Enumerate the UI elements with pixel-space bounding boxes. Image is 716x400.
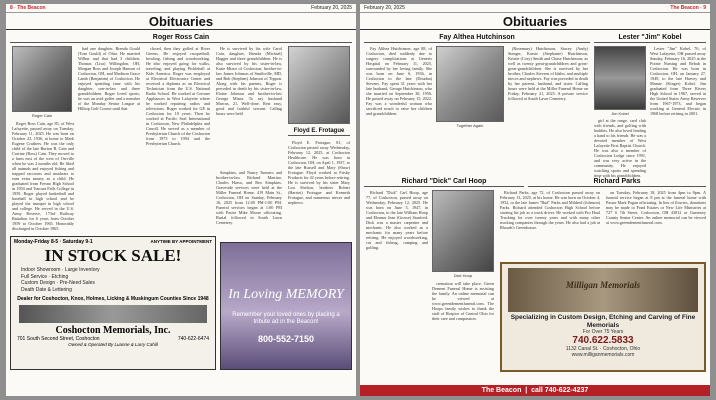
ad-item: Death Date & Lettering [21, 286, 72, 293]
page-header: 8 · The Beacon February 20, 2025 [6, 4, 356, 13]
obit-name: Lester "Jim" Kobel [594, 34, 706, 43]
milligan-est: For Over 75 Years [582, 329, 624, 335]
ad-items [21, 267, 205, 293]
obit-name: Fay Althea Hutchinson [364, 34, 590, 43]
obit-name: Roger Ross Cain [10, 34, 352, 43]
memory-heading: In Loving MEMORY [228, 287, 344, 302]
ad-item: Custom Design · Pre-Need Sales [21, 280, 95, 286]
floyd-photo [288, 46, 350, 124]
hoop-body-1: Richard "Dick" Carl Hoop, age 77, of Coshocton, passed away on Wednesday, February 12, 2025. He was born on June 5, 1947, in Coshocton, to the late William Hoop and Eleanor Jean (Grosse) Stanford. Dick was a master carpenter and mechanic. He also worked as a mechanic for many years before retiring. He enjoyed woodworking, car and fishing, camping and golfing. [366, 190, 428, 250]
fay-photo [436, 46, 504, 122]
left-page [6, 4, 356, 396]
milligan-web: www.milliganmemorials.com [571, 352, 635, 358]
dick-photo [432, 190, 494, 272]
page-header: February 20, 2025 The Beacon · 9 [360, 4, 710, 13]
ad-hours: Monday-Friday 8-5 · Saturday 9-1 [14, 239, 93, 245]
ad-owners: Owned & Operated By Luanne & Larry Cahill [68, 342, 158, 347]
coshocton-memorials-ad [10, 236, 216, 370]
hoop-body-2: cremation will take place. Green Dement Funeral Home is assisting the family. An online memorial can be viewed at www.greendementfuneral.com. The Hoops family wishes to thank the staff of Hospice of Central Ohio for their care and compassion. [432, 281, 494, 321]
jim-photo [594, 46, 646, 110]
ad-address: 701 South Second Street, Coshocton [17, 336, 100, 342]
ad-business: Coshocton Memorials, Inc. [55, 325, 171, 336]
ad-item: Indoor Showroom · Large Inventory [21, 267, 100, 273]
ad-item: Full Service · Etching [21, 273, 69, 280]
memory-body: Remember your loved ones by placing a tribute ad in the Beacon! [232, 312, 340, 325]
milligan-phone: 740.622.5833 [572, 335, 634, 346]
photo-caption: Jim Kobel [611, 111, 629, 116]
parks-body-1: Richard Parks, age 72, of Coshocton passed away on February 13, 2025, at his home. He was born on October 4, 1952, to the late James "Bud" Parks and Mildred (Johnson) Parks. Richard attended Coshocton High School before starting his job as a truck driver. He worked with Pro Haul Trucking for over twenty years and with many other trucking companies through the years. He also had a job at Rhoads's Greenhouse. [500, 190, 600, 230]
photo-caption: Dick Hoop [453, 273, 473, 278]
obit-name: Richard "Dick" Carl Hoop [364, 178, 524, 187]
section-title: Obituaries [360, 14, 710, 30]
obit-body-2: had one daughter, Brenda Gould (Tom Gould) of Ohio. He married Wilbur and that had 3 children, Thomas (Lisa) Willingdon, OH, Morgan Ross and Joseph Hanson of Coshocton, OH, and Madison Grace Lamb (Benjamin) of Coshocton. He enjoyed spending time with his daughter, son-in-law and three grandchildren. Roger loved sports; he was an avid golfer and a member of the Monday Senior League at Hilltop Golf Course until that [78, 46, 140, 111]
obit2-body-2: Simpkins, and Nancy Tunnecs and brother-in-law Richard Martino, Charles Harsa, and Rex Simpkins. Graveside services were held at the Miller Funeral Home, 419 Main St., Coshocton, OH on Sunday, February 16, 2025 from 12:00 PM-1:00 PM. Funeral services began at 1:00 PM with Pastor Mike Moore officiating. Burial followed in South Lawn Cemetery. [216, 170, 282, 225]
page-footer: The Beacon | call 740-622-4237 [360, 385, 710, 396]
obit-body-4: He is survived by his wife Carol Cain, daughter, Brenda (Michael) Hagger and three grandchildren. He is also survived by his sister-in-law, Katie Minor of Coshocton, brother-in-law James Johnson of Smithville, MD, and Bob (Stephen) Johnson of Tippon. Along with his parents, Roger is preceded in death by his sister-in-law, Elaine Johnson and brother-in-law George Minor. To say husband Marcus, 21, Well-done. Rest easy, good and faithful servant. Calling hours were held [216, 46, 282, 116]
obit-body-1: Roger Ross Cain, age 85, of West Lafayette, passed away on Tuesday, February 11, 2025. He was born on October 23, 1936, at home to Mark Eugene Cruthers. He was the only child of the late Burton B. Cain and Corrine (Ross) Cain. They moved to a farm east of the west of Orrville when he was 2 months old. He liked all animals and enjoyed fishing and trapped raccoons and muskrats to earn extra money as a child. He graduated from Fresno High School in 1954 and Tuscara Falls College in 1959. Roger played basketball and baseball in high school and he played the trumpet in high school and college. He served in the U.S. Army Reserve, 173rd Railway Battalion for 6 years from October 1959 to October 1965. Honorably discharged in October 1965. [12, 121, 74, 231]
jim-body-2: girl at the range, card club with friends, and golfing with buddies. He also loved lending a hand to his friends. He was a devoted member of West Lafayette First Baptist Church. He was also a member of Coshocton Lodge since 1991, and was very active in the community. He enjoyed watching sports and spending time with his grandchildren. [594, 118, 646, 178]
ad-phone: 740-622-6474 [177, 336, 209, 342]
page-number: 9 [703, 5, 706, 11]
obit2-name: Floyd E. Frotague [288, 128, 350, 136]
masthead: The Beacon [670, 5, 699, 11]
footer-call: call 740-622-4237 [531, 387, 589, 394]
ad-badge: ANYTIME BY APPOINTMENT [150, 239, 212, 244]
ad-tagline: Dealer for Coshocton, Knox, Holmes, Licking & Muskingum Counties Since 1948 [17, 296, 209, 302]
page-date: February 20, 2025 [364, 5, 405, 11]
milligan-headline: Specializing in Custom Design, Etching and Carving of Fine Memorials [510, 314, 696, 329]
memory-phone: 800-552-7150 [257, 334, 315, 344]
obit-photo [12, 46, 72, 112]
obit-name: Richard Parks [528, 178, 706, 187]
photo-caption: Roger Cain [31, 113, 53, 118]
obit2-body-1: Floyd E. Frotague, 81, of Coshocton passed away Wednesday, February 12, 2025, at Coshocton Healthcare. He was born in Coshocton, OH, on April 1, 1937, to the late Russell and Mary (Shaw) Frotague. Floyd worked at Frisby Products for 42 years before retiring. He is survived by his sister Mary Lou Shelton, brothers Robert (Harriet) Frotague and Kenneth Frotague, and numerous nieces and nephews. [288, 140, 350, 205]
milligan-memorials-ad [500, 262, 706, 372]
newspaper-spread [6, 4, 710, 396]
footer-label: The Beacon [481, 387, 522, 394]
milligan-header-image [508, 268, 698, 312]
photo-caption: Together Again [456, 123, 484, 128]
fay-body-2: (Rosemary) Hutchinson, Stacey (Andy) Stenger, Kassie (Stephanie) Hutchinson, Kristie (Cory) Smith and Chase Hutchinson; as well as twenty great-grandchildren and great-great-grandchildren. She is survived by her brother, Charles Stevens of Idaho, and multiple nieces and nephews. Fay was preceded in death by her parents, husband, and sister. Calling hours were held at the Miller Funeral Home on Friday, February 21, 2025. A private service followed at South Lawn Cemetery. [508, 46, 588, 101]
fay-body-1: Fay Althea Hutchinson, age 88, of Coshocton, died suddenly due to surgery complications at Genesis Hospital on February 11, 2025, surrounded by her loving family. She was born on June 6, 1936, in Coshocton to the late (Doudna) Stevens. Fay spent 31 years with her late husband, George Hutchinson, who she married on September 30, 1956. He passed away on February 15, 2022. Fay was a wonderful woman who sacrificed much to raise her children and grandchildren. [366, 46, 432, 116]
milligan-business: Milligan Memorials [565, 280, 641, 290]
ad-headline: IN STOCK SALE! [44, 246, 182, 265]
page-date: February 20, 2025 [311, 5, 352, 11]
in-loving-memory-ad [220, 242, 352, 370]
section-title: Obituaries [6, 14, 356, 30]
page-number: 8 [10, 5, 13, 11]
right-page [360, 4, 710, 396]
masthead: The Beacon [17, 5, 46, 11]
obit-body-3: closed, then they golfed at River Greens. He enjoyed racquetball, bowling, fishing and woodworking. He also enjoyed going for walks, traveling, and playing Pickleball at Kids America. Roger was employed at Electrical Electronics Center and received a diploma as an Electrical Technician from the U.S. National Radio School. He worked at Cerrone Appliances in West Lafayette where he worked repairing radios and televisions. Roger worked for GE in Coshocton for 10 years. Then he worked at Pacific Seal International in Coshocton, New Philadelphia and Carroll. He served as a member of Presbyterian Church of the Coshocton from 1973 to 1994 and the Presbyterian Church. [146, 46, 210, 146]
parks-body-2: on Tuesday, February 18, 2025 from 4pm to 8pm. A funeral service began at 8 pm at the funeral home with Pastor Mark Pagan officiating. In lieu of flowers, donations may be made to Pond Estates or New Life Ministries at 727 S 7th Street, Coshocton, OH 43812 or Guernsey County Senior Center. An online memorial can be viewed at www.greendementfuneral.com. [606, 190, 706, 225]
jim-body-1: Lester "Jim" Kobel, 76, of West Lafayette, OH passed away Sunday, February 16, 2025 at the Pointe Nursing and Rehab in Coshocton. He was born in Coshocton, OH, on January 27, 1949, to the late Harvey and Mamie (Kinger) Kobel. Jim graduated from Three Rivers High School in 1967, served in the United States Army Reserves from 1967-1973, and began working at General Electric in 1968 before retiring in 2001. [650, 46, 706, 116]
milligan-address: 1132 Canal St. · Coshocton, Ohio [565, 346, 641, 352]
ad-storefront-image [19, 305, 207, 323]
